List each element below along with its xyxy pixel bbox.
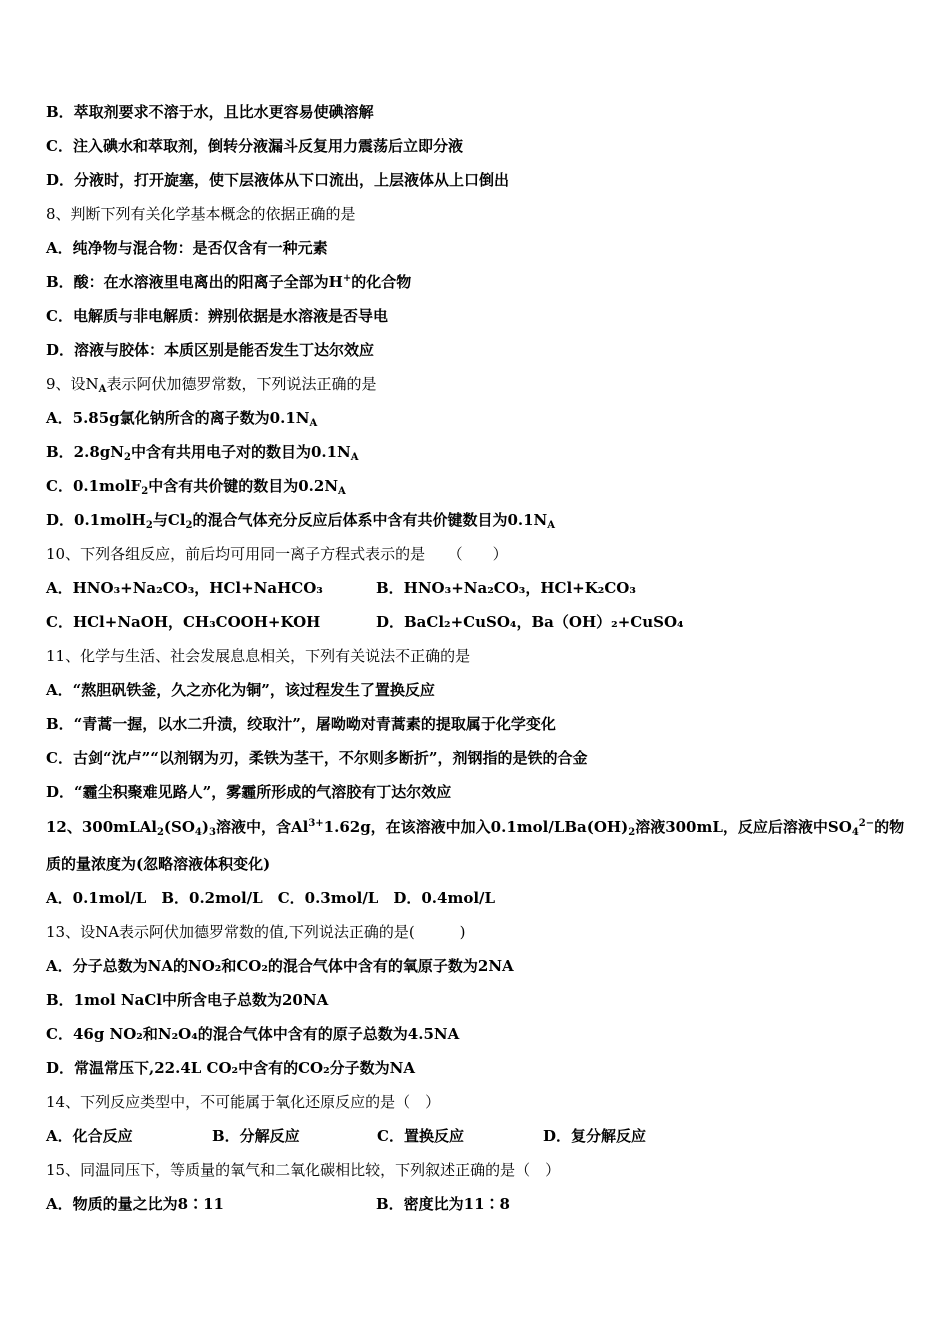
q14-options bbox=[46, 1126, 647, 1146]
q14-option-a: A．化合反应 bbox=[46, 1127, 133, 1145]
q7-option-d: D．分液时，打开旋塞，使下层液体从下口流出，上层液体从上口倒出 bbox=[46, 171, 510, 189]
q8-option-b: B．酸：在水溶液里电离出的阳离子全部为H+的化合物 bbox=[46, 273, 412, 291]
question-12-cont: 质的量浓度为(忽略溶液体积变化) bbox=[46, 855, 271, 873]
q8-option-a: A．纯净物与混合物：是否仅含有一种元素 bbox=[46, 239, 328, 257]
question-15: 15、同温同压下，等质量的氧气和二氧化碳相比较，下列叙述正确的是（ ） bbox=[46, 1161, 561, 1179]
q13-option-a: A．分子总数为NA的NO₂和CO₂的混合气体中含有的氧原子数为2NA bbox=[46, 957, 514, 975]
question-8: 8、判断下列有关化学基本概念的依据正确的是 bbox=[46, 205, 356, 223]
question-13: 13、设NA表示阿伏加德罗常数的值,下列说法正确的是( ) bbox=[46, 923, 466, 941]
q9-option-a: A．5.85g氯化钠所含的离子数为$0.1N_A$ bbox=[46, 409, 318, 429]
q10-option-b: B．HNO₃+Na₂CO₃，HCl+K₂CO₃ bbox=[376, 579, 636, 597]
q14-option-b: B．分解反应 bbox=[212, 1127, 300, 1145]
q9-option-b: B．$2.8gN_2$中含有共用电子对的数目为$0.1N_A$ bbox=[46, 443, 359, 463]
q9-option-d: D．0.1molH$_2$与$Cl_2$的混合气体充分反应后体系中含有共价键数目为$0.1N_A$ bbox=[46, 511, 556, 531]
q11-option-a: A．“熬胆矾铁釜，久之亦化为铜”，该过程发生了置换反应 bbox=[46, 681, 435, 699]
q8-option-d: D．溶液与胶体：本质区别是能否发生丁达尔效应 bbox=[46, 341, 375, 359]
q10-options-row-2 bbox=[46, 612, 684, 632]
q10-options-row-1 bbox=[46, 578, 636, 598]
q15-option-a: A．物质的量之比为8∶11 bbox=[46, 1195, 224, 1213]
question-10: 10、下列各组反应，前后均可用同一离子方程式表示的是 （ ） bbox=[46, 545, 508, 563]
question-12: 12、$300mLAl_2(SO_4)_3$溶液中，含$Al^{3+}1.62g$，在该溶液中加入$0.1mol/LBa(OH)_2$溶液300mL，反应后溶液中$SO_4^{2-}$的物 bbox=[46, 818, 905, 838]
question-11: 11、化学与生活、社会发展息息相关，下列有关说法不正确的是 bbox=[46, 647, 471, 665]
q10-option-a: A．HNO₃+Na₂CO₃，HCl+NaHCO₃ bbox=[46, 579, 323, 597]
q9-option-c: C．0.1molF$_2$中含有共价键的数目为$0.2N_A$ bbox=[46, 477, 346, 497]
q8-option-c: C．电解质与非电解质：辨别依据是水溶液是否导电 bbox=[46, 307, 388, 325]
q14-option-c: C．置换反应 bbox=[377, 1127, 464, 1145]
q7-option-b: B．萃取剂要求不溶于水，且比水更容易使碘溶解 bbox=[46, 103, 374, 121]
q11-option-b: B．“青蒿一握，以水二升渍，绞取汁”，屠呦呦对青蒿素的提取属于化学变化 bbox=[46, 715, 556, 733]
q13-option-c: C．46g NO₂和N₂O₄的混合气体中含有的原子总数为4.5NA bbox=[46, 1025, 460, 1043]
q11-option-d: D．“霾尘积聚难见路人”，雾霾所形成的气溶胶有丁达尔效应 bbox=[46, 783, 452, 801]
q11-option-c: C．古剑“沈卢”“以剂钢为刃，柔铁为茎干，不尔则多断折”，剂钢指的是铁的合金 bbox=[46, 749, 588, 767]
q13-option-b: B．1mol NaCl中所含电子总数为20NA bbox=[46, 991, 329, 1009]
q10-option-c: C．HCl+NaOH，CH₃COOH+KOH bbox=[46, 613, 321, 631]
q12-options: A．0.1mol/L B．0.2mol/L C．0.3mol/L D．0.4mol/L bbox=[46, 889, 496, 907]
q15-options bbox=[46, 1194, 510, 1214]
q7-option-c: C．注入碘水和萃取剂，倒转分液漏斗反复用力震荡后立即分液 bbox=[46, 137, 463, 155]
q15-option-b: B．密度比为11∶8 bbox=[376, 1195, 510, 1213]
q10-option-d: D．BaCl₂+CuSO₄，Ba（OH）₂+CuSO₄ bbox=[376, 613, 684, 631]
q14-option-d: D．复分解反应 bbox=[543, 1127, 647, 1145]
question-9: 9、设$N_A$表示阿伏加德罗常数，下列说法正确的是 bbox=[46, 375, 377, 395]
q13-option-d: D．常温常压下,22.4L CO₂中含有的CO₂分子数为NA bbox=[46, 1059, 416, 1077]
question-14: 14、下列反应类型中，不可能属于氧化还原反应的是（ ） bbox=[46, 1093, 441, 1111]
